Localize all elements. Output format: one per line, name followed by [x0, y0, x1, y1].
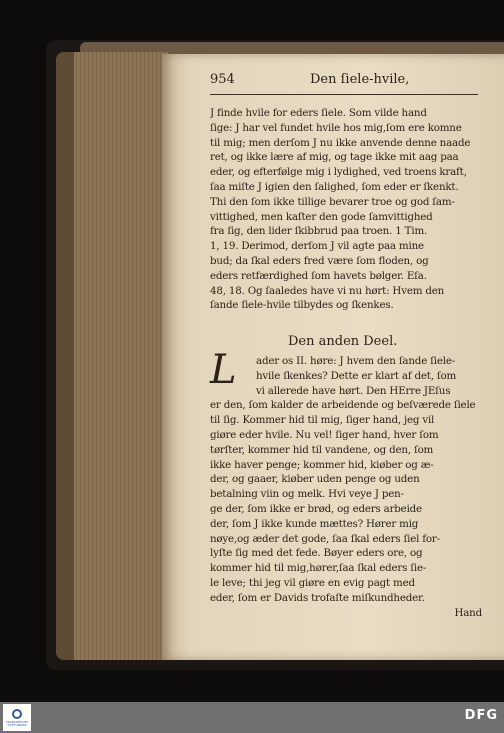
drop-cap-letter: L — [210, 347, 237, 393]
text-line: 1, 19. Derimod, derſom J vil agte paa mine — [210, 240, 424, 253]
text-line: betalning viin og melk. Hvi veye J pen- — [210, 488, 404, 501]
text-line: til ſig. Kommer hid til mig, ſiger hand, jeg vil — [210, 414, 435, 427]
text-line: der, ſom J ikke kunde mættes? Hører mig — [210, 517, 419, 530]
institution-logo[interactable] — [3, 704, 31, 731]
text-line: ge der, ſom ikke er brød, og eders arbeide — [210, 502, 422, 515]
institution-logo-text: FRANCKESCHE STIFTUNGEN — [5, 719, 29, 727]
text-line: eders retfærdighed ſom havets bølger. Eſa. — [210, 269, 427, 282]
text-line: hvile ſkenkes? Dette er klart af det, ſom — [256, 369, 457, 382]
book-cover-edge — [56, 52, 74, 660]
text-line: le leve; thi jeg vil giøre en evig pagt med — [210, 576, 415, 589]
text-line: fra ſig, den lider ſkibbrud paa troen. 1 Tim. — [210, 225, 428, 238]
page-header — [210, 72, 482, 92]
text-line: kommer hid til mig,hører,ſaa ſkal eders ſie- — [210, 562, 427, 575]
text-line: tørſter, kommer hid til vandene, og den, ſom — [210, 443, 434, 456]
text-line: ikke haver penge; kommer hid, kiøber og æ- — [210, 458, 434, 471]
running-title: Den ſiele-hvile, — [310, 72, 410, 87]
text-line: vittighed, men kaſter den gode ſamvittighed — [210, 210, 433, 223]
section-heading: Den anden Deel. — [288, 334, 398, 349]
header-rule — [210, 94, 478, 95]
text-line: giøre eder hvile. Nu vel! ſiger hand, hver ſom — [210, 428, 439, 441]
text-line: nøye,og æder det gode, ſaa ſkal eders ſiel for- — [210, 532, 440, 545]
catchword: Hand — [454, 606, 482, 619]
text-line: vi allerede have hørt. Den HErre JEſus — [256, 384, 451, 397]
text-line: ſige: J har vel fundet hvile hos mig,ſom ere komne — [210, 121, 462, 134]
text-line: er den, ſom kalder de arbeidende og beſværede ſiele — [210, 399, 476, 412]
text-line: ſaa miſte J igien den ſalighed, ſom eder er ſkenkt. — [210, 180, 459, 193]
text-line: der, og gaaer, kiøber uden penge og uden — [210, 473, 420, 486]
viewer-footer-bar — [0, 702, 504, 733]
text-line: ret, og ikke lære af mig, og tage ikke mit aag paa — [210, 151, 459, 164]
dfg-logo[interactable]: DFG — [464, 708, 498, 723]
section-text — [210, 354, 482, 620]
text-line: eder, ſom er Davids trofaſte miſkundheder. — [210, 591, 425, 604]
text-line: til mig; men derſom J nu ikke anvende denne naade — [210, 136, 471, 149]
body-text — [210, 106, 482, 313]
text-line: ader os II. høre: J hvem den ſande ſiele- — [256, 355, 456, 367]
institution-logo-icon — [12, 709, 22, 719]
text-line: eder, og efterfølge mig i lydighed, ved troens kraft, — [210, 166, 467, 179]
text-line: Thi den ſom ikke tillige bevarer troe og god ſam- — [210, 195, 455, 208]
text-line: ſande ſiele-hvile tilbydes og ſkenkes. — [210, 299, 394, 312]
page-number: 954 — [210, 72, 235, 87]
text-block — [210, 72, 482, 619]
text-line: J finde hvile for eders ſiele. Som vilde hand — [210, 107, 427, 119]
text-line: bud; da ſkal eders fred være ſom floden, og — [210, 254, 429, 267]
text-line: 48, 18. Og ſaaledes have vi nu hørt: Hvem den — [210, 284, 445, 297]
text-line: lyſte ſig med det fede. Bøyer eders ore, og — [210, 547, 423, 560]
